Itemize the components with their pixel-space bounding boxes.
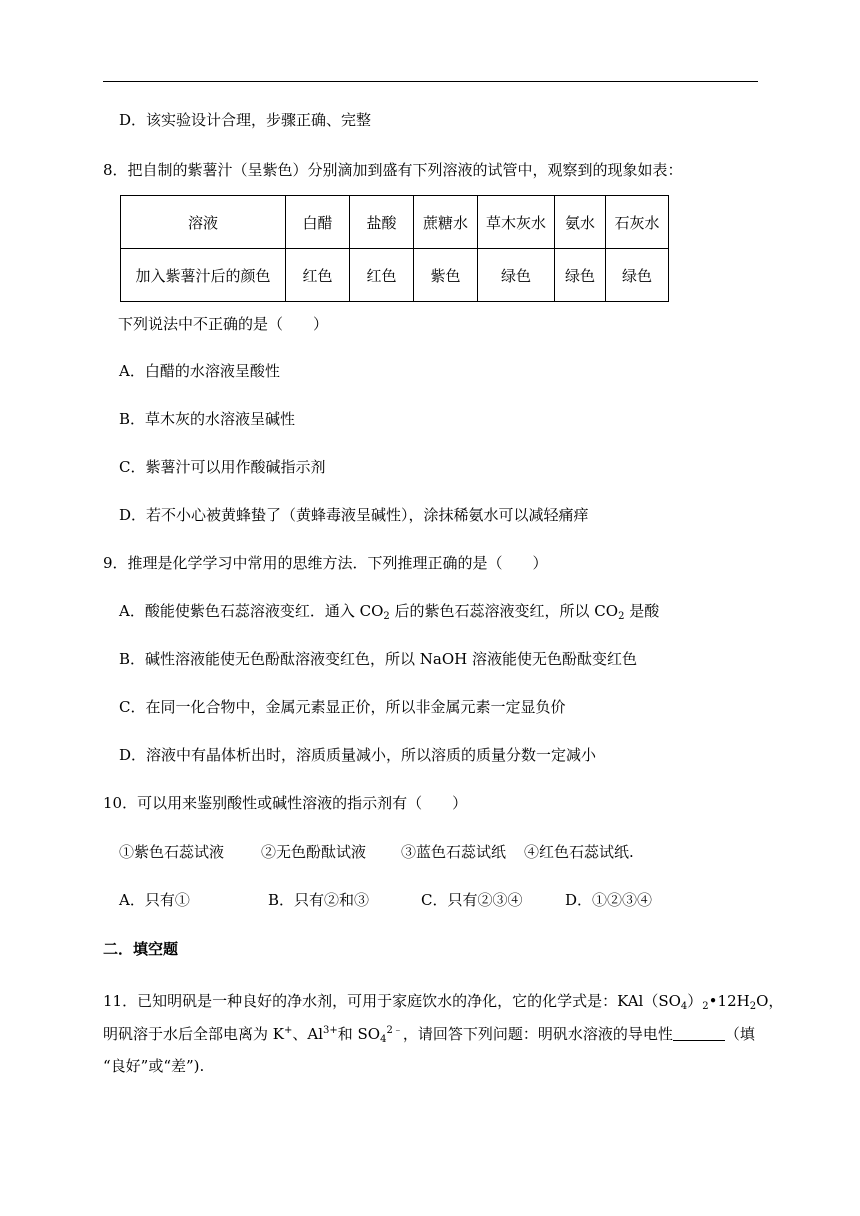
table-cell: 蔗糖水 — [414, 196, 478, 249]
q10-stem: 10．可以用来鉴别酸性或碱性溶液的指示剂有（ ） — [103, 794, 468, 812]
table-cell: 红色 — [286, 249, 350, 302]
q11-line-2 — [103, 1024, 755, 1044]
table-cell: 溶液 — [121, 196, 286, 249]
superscript: 3+ — [323, 1025, 338, 1036]
q11-line-1 — [103, 991, 783, 1011]
text-run: O， — [756, 992, 784, 1010]
text-run: 明矾溶于水后全部电离为 K — [103, 1025, 284, 1043]
subscript: 2 — [702, 1001, 709, 1012]
q8-option-b: B．草木灰的水溶液呈碱性 — [119, 410, 296, 428]
q8-stem: 8．把自制的紫薯汁（呈紫色）分别滴加到盛有下列溶液的试管中，观察到的现象如表： — [103, 161, 683, 179]
text-run: 和 SO — [337, 1025, 381, 1043]
q9-option-d: D．溶液中有晶体析出时，溶质质量减小，所以溶质的质量分数一定减小 — [119, 746, 597, 764]
text-run: A．酸能使紫色石蕊溶液变红．通入 CO — [119, 602, 384, 620]
section-title: 二．填空题 — [103, 940, 179, 958]
superscript: + — [283, 1025, 293, 1036]
q10-item: ④红色石蕊试纸. — [524, 843, 634, 861]
subscript: 2 — [383, 611, 390, 622]
q8-option-c: C．紫薯汁可以用作酸碱指示剂 — [119, 458, 326, 476]
q8-question: 下列说法中不正确的是（ ） — [118, 315, 329, 333]
subscript: 4 — [680, 1001, 688, 1012]
table-cell: 绿色 — [555, 249, 606, 302]
table-cell: 石灰水 — [606, 196, 669, 249]
text-run: ） — [687, 992, 703, 1010]
text-run: 11．已知明矾是一种良好的净水剂，可用于家庭饮水的净化，它的化学式是：KAl（SO — [103, 992, 681, 1010]
subscript: 4 — [380, 1034, 387, 1045]
subscript: 2 — [618, 611, 625, 622]
table-header-row — [121, 196, 669, 249]
q9-option-c: C．在同一化合物中，金属元素显正价，所以非金属元素一定显负价 — [119, 698, 566, 716]
q8-table — [120, 195, 669, 302]
header-rule — [103, 81, 758, 82]
table-cell: 加入紫薯汁后的颜色 — [121, 249, 286, 302]
text-run: 后的紫色石蕊溶液变红，所以 CO — [389, 602, 619, 620]
table-cell: 草木灰水 — [478, 196, 555, 249]
q9-option-b: B．碱性溶液能使无色酚酞溶液变红色，所以 NaOH 溶液能使无色酚酞变红色 — [119, 650, 638, 668]
q10-item: ②无色酚酞试液 — [261, 843, 367, 861]
table-cell: 盐酸 — [350, 196, 414, 249]
superscript: 2﹣ — [386, 1025, 403, 1036]
q10-item: ①紫色石蕊试液 — [119, 843, 225, 861]
q11-line-3: “良好”或“差”). — [103, 1057, 205, 1075]
text-run: •12H — [708, 992, 750, 1010]
text-run: ，请回答下列问题：明矾水溶液的导电性 — [402, 1025, 673, 1043]
q10-choice-a: A．只有① — [119, 891, 190, 909]
q10-choice-c: C．只有②③④ — [421, 891, 523, 909]
table-cell: 绿色 — [606, 249, 669, 302]
table-cell: 绿色 — [478, 249, 555, 302]
text-run: 是酸 — [624, 602, 660, 620]
table-cell: 氨水 — [555, 196, 606, 249]
table-cell: 紫色 — [414, 249, 478, 302]
text-run: 、Al — [292, 1025, 324, 1043]
answer-blank[interactable] — [673, 1024, 725, 1041]
subscript: 2 — [749, 1001, 757, 1012]
table-cell: 白醋 — [286, 196, 350, 249]
table-cell: 红色 — [350, 249, 414, 302]
q10-choice-d: D．①②③④ — [565, 891, 653, 909]
q10-item: ③蓝色石蕊试纸 — [401, 843, 507, 861]
q7-option-d: D．该实验设计合理，步骤正确、完整 — [119, 111, 372, 129]
q8-option-a: A．白醋的水溶液呈酸性 — [119, 362, 280, 380]
q9-stem: 9．推理是化学学习中常用的思维方法．下列推理正确的是（ ） — [103, 554, 548, 572]
q9-option-a — [119, 601, 659, 621]
q10-choice-b: B．只有②和③ — [268, 891, 370, 909]
table-row — [121, 249, 669, 302]
q8-option-d: D．若不小心被黄蜂蛰了（黄蜂毒液呈碱性），涂抹稀氨水可以减轻痛痒 — [119, 506, 589, 524]
text-run: （填 — [724, 1025, 755, 1043]
